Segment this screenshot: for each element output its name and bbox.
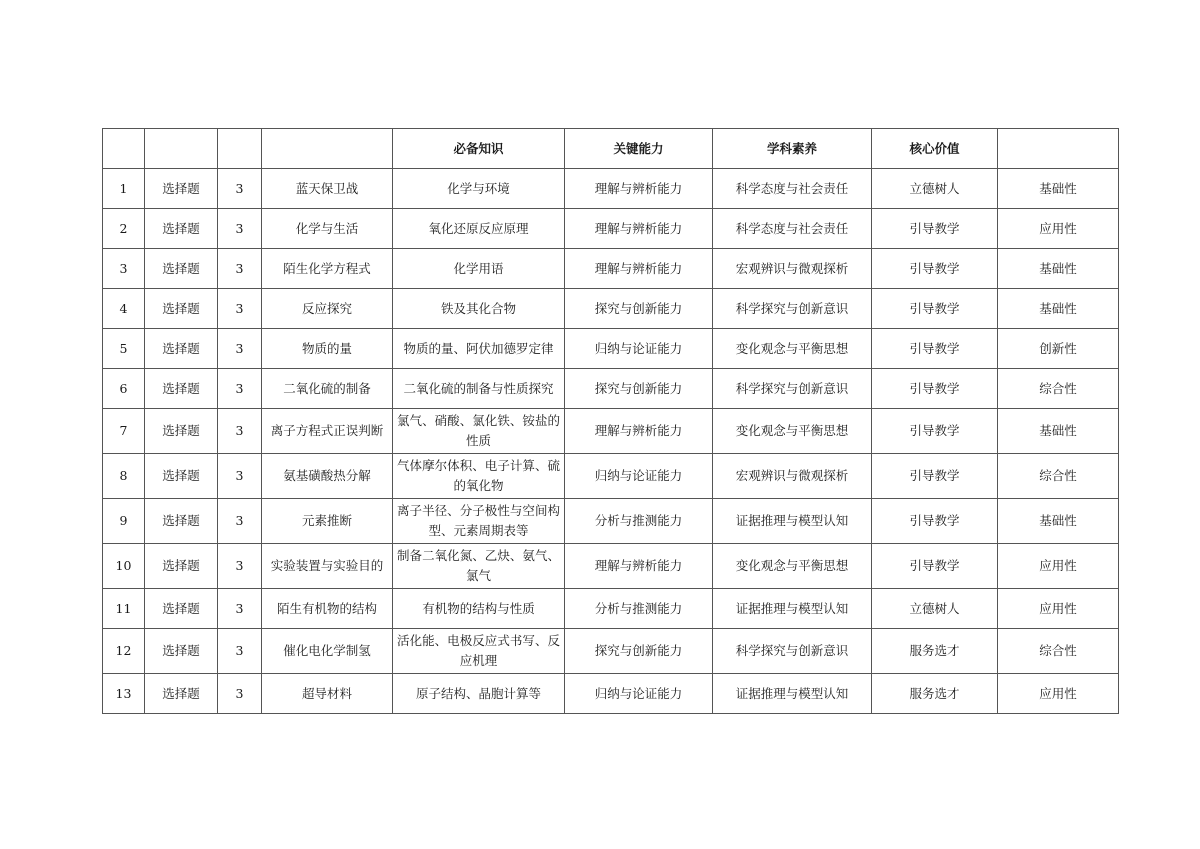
cell-question-type: 选择题 [145, 369, 218, 409]
cell-score: 3 [218, 169, 262, 209]
cell-score: 3 [218, 454, 262, 499]
cell-topic: 离子方程式正误判断 [262, 409, 393, 454]
cell-number: 8 [103, 454, 145, 499]
cell-requirement: 基础性 [998, 249, 1119, 289]
cell-ability: 归纳与论证能力 [565, 674, 713, 714]
cell-core-value: 引导教学 [872, 544, 998, 589]
cell-score: 3 [218, 499, 262, 544]
table-row [103, 169, 1119, 209]
cell-literacy: 证据推理与模型认知 [713, 589, 872, 629]
cell-topic: 实验装置与实验目的 [262, 544, 393, 589]
table-header-row [103, 129, 1119, 169]
cell-literacy: 科学态度与社会责任 [713, 209, 872, 249]
cell-score: 3 [218, 544, 262, 589]
cell-core-value: 引导教学 [872, 454, 998, 499]
cell-core-value: 引导教学 [872, 249, 998, 289]
table-row [103, 289, 1119, 329]
table-row [103, 329, 1119, 369]
cell-number: 6 [103, 369, 145, 409]
cell-literacy: 证据推理与模型认知 [713, 674, 872, 714]
cell-score: 3 [218, 589, 262, 629]
cell-ability: 理解与辨析能力 [565, 544, 713, 589]
cell-knowledge: 制备二氧化氮、乙炔、氨气、氯气 [393, 544, 565, 589]
cell-number: 11 [103, 589, 145, 629]
header-requirement [998, 129, 1119, 169]
header-score [218, 129, 262, 169]
cell-requirement: 应用性 [998, 544, 1119, 589]
cell-core-value: 立德树人 [872, 169, 998, 209]
cell-knowledge: 化学用语 [393, 249, 565, 289]
cell-question-type: 选择题 [145, 209, 218, 249]
table-row [103, 674, 1119, 714]
cell-knowledge: 铁及其化合物 [393, 289, 565, 329]
cell-question-type: 选择题 [145, 289, 218, 329]
cell-number: 7 [103, 409, 145, 454]
cell-requirement: 综合性 [998, 454, 1119, 499]
cell-score: 3 [218, 629, 262, 674]
cell-score: 3 [218, 209, 262, 249]
cell-score: 3 [218, 674, 262, 714]
table-row [103, 369, 1119, 409]
cell-requirement: 综合性 [998, 369, 1119, 409]
cell-ability: 理解与辨析能力 [565, 249, 713, 289]
header-ability: 关键能力 [565, 129, 713, 169]
cell-question-type: 选择题 [145, 589, 218, 629]
cell-question-type: 选择题 [145, 544, 218, 589]
table-row [103, 589, 1119, 629]
cell-knowledge: 二氧化硫的制备与性质探究 [393, 369, 565, 409]
table-row [103, 409, 1119, 454]
cell-topic: 物质的量 [262, 329, 393, 369]
cell-literacy: 宏观辨识与微观探析 [713, 454, 872, 499]
table-row [103, 249, 1119, 289]
cell-ability: 理解与辨析能力 [565, 409, 713, 454]
cell-core-value: 引导教学 [872, 369, 998, 409]
cell-score: 3 [218, 249, 262, 289]
cell-topic: 陌生有机物的结构 [262, 589, 393, 629]
cell-number: 10 [103, 544, 145, 589]
cell-knowledge: 气体摩尔体积、电子计算、硫的氧化物 [393, 454, 565, 499]
table-row [103, 209, 1119, 249]
header-knowledge: 必备知识 [393, 129, 565, 169]
header-literacy: 学科素养 [713, 129, 872, 169]
cell-literacy: 科学探究与创新意识 [713, 369, 872, 409]
cell-knowledge: 活化能、电极反应式书写、反应机理 [393, 629, 565, 674]
cell-score: 3 [218, 289, 262, 329]
cell-knowledge: 物质的量、阿伏加德罗定律 [393, 329, 565, 369]
cell-literacy: 变化观念与平衡思想 [713, 329, 872, 369]
cell-core-value: 引导教学 [872, 289, 998, 329]
cell-knowledge: 氯气、硝酸、氯化铁、铵盐的性质 [393, 409, 565, 454]
table-row [103, 629, 1119, 674]
cell-question-type: 选择题 [145, 169, 218, 209]
cell-question-type: 选择题 [145, 249, 218, 289]
cell-score: 3 [218, 329, 262, 369]
cell-literacy: 证据推理与模型认知 [713, 499, 872, 544]
header-topic [262, 129, 393, 169]
cell-requirement: 应用性 [998, 209, 1119, 249]
cell-ability: 探究与创新能力 [565, 629, 713, 674]
cell-ability: 分析与推测能力 [565, 499, 713, 544]
cell-requirement: 应用性 [998, 589, 1119, 629]
cell-knowledge: 化学与环境 [393, 169, 565, 209]
cell-number: 3 [103, 249, 145, 289]
header-question-type [145, 129, 218, 169]
cell-topic: 元素推断 [262, 499, 393, 544]
table-row [103, 454, 1119, 499]
cell-score: 3 [218, 369, 262, 409]
cell-core-value: 引导教学 [872, 329, 998, 369]
cell-literacy: 宏观辨识与微观探析 [713, 249, 872, 289]
cell-requirement: 创新性 [998, 329, 1119, 369]
cell-number: 13 [103, 674, 145, 714]
cell-literacy: 科学态度与社会责任 [713, 169, 872, 209]
cell-number: 2 [103, 209, 145, 249]
cell-ability: 理解与辨析能力 [565, 169, 713, 209]
header-number [103, 129, 145, 169]
cell-ability: 理解与辨析能力 [565, 209, 713, 249]
cell-number: 1 [103, 169, 145, 209]
cell-literacy: 变化观念与平衡思想 [713, 409, 872, 454]
cell-core-value: 立德树人 [872, 589, 998, 629]
cell-literacy: 变化观念与平衡思想 [713, 544, 872, 589]
cell-question-type: 选择题 [145, 409, 218, 454]
cell-topic: 化学与生活 [262, 209, 393, 249]
cell-question-type: 选择题 [145, 629, 218, 674]
cell-topic: 蓝天保卫战 [262, 169, 393, 209]
cell-requirement: 综合性 [998, 629, 1119, 674]
cell-ability: 归纳与论证能力 [565, 329, 713, 369]
cell-topic: 氨基磺酸热分解 [262, 454, 393, 499]
cell-topic: 超导材料 [262, 674, 393, 714]
cell-literacy: 科学探究与创新意识 [713, 289, 872, 329]
cell-ability: 探究与创新能力 [565, 369, 713, 409]
cell-topic: 陌生化学方程式 [262, 249, 393, 289]
cell-ability: 分析与推测能力 [565, 589, 713, 629]
table-row [103, 499, 1119, 544]
cell-question-type: 选择题 [145, 674, 218, 714]
cell-question-type: 选择题 [145, 329, 218, 369]
cell-question-type: 选择题 [145, 499, 218, 544]
cell-knowledge: 有机物的结构与性质 [393, 589, 565, 629]
cell-number: 9 [103, 499, 145, 544]
table-row [103, 544, 1119, 589]
cell-requirement: 基础性 [998, 409, 1119, 454]
cell-literacy: 科学探究与创新意识 [713, 629, 872, 674]
header-core-value: 核心价值 [872, 129, 998, 169]
cell-requirement: 基础性 [998, 169, 1119, 209]
cell-question-type: 选择题 [145, 454, 218, 499]
cell-topic: 反应探究 [262, 289, 393, 329]
cell-requirement: 基础性 [998, 289, 1119, 329]
cell-knowledge: 离子半径、分子极性与空间构型、元素周期表等 [393, 499, 565, 544]
cell-requirement: 基础性 [998, 499, 1119, 544]
cell-core-value: 服务选才 [872, 629, 998, 674]
cell-number: 5 [103, 329, 145, 369]
cell-ability: 探究与创新能力 [565, 289, 713, 329]
cell-core-value: 引导教学 [872, 409, 998, 454]
cell-core-value: 引导教学 [872, 209, 998, 249]
cell-number: 12 [103, 629, 145, 674]
cell-core-value: 引导教学 [872, 499, 998, 544]
cell-knowledge: 氧化还原反应原理 [393, 209, 565, 249]
cell-requirement: 应用性 [998, 674, 1119, 714]
cell-number: 4 [103, 289, 145, 329]
cell-knowledge: 原子结构、晶胞计算等 [393, 674, 565, 714]
cell-core-value: 服务选才 [872, 674, 998, 714]
cell-topic: 催化电化学制氢 [262, 629, 393, 674]
exam-spec-table [102, 128, 1119, 714]
cell-score: 3 [218, 409, 262, 454]
cell-ability: 归纳与论证能力 [565, 454, 713, 499]
cell-topic: 二氧化硫的制备 [262, 369, 393, 409]
